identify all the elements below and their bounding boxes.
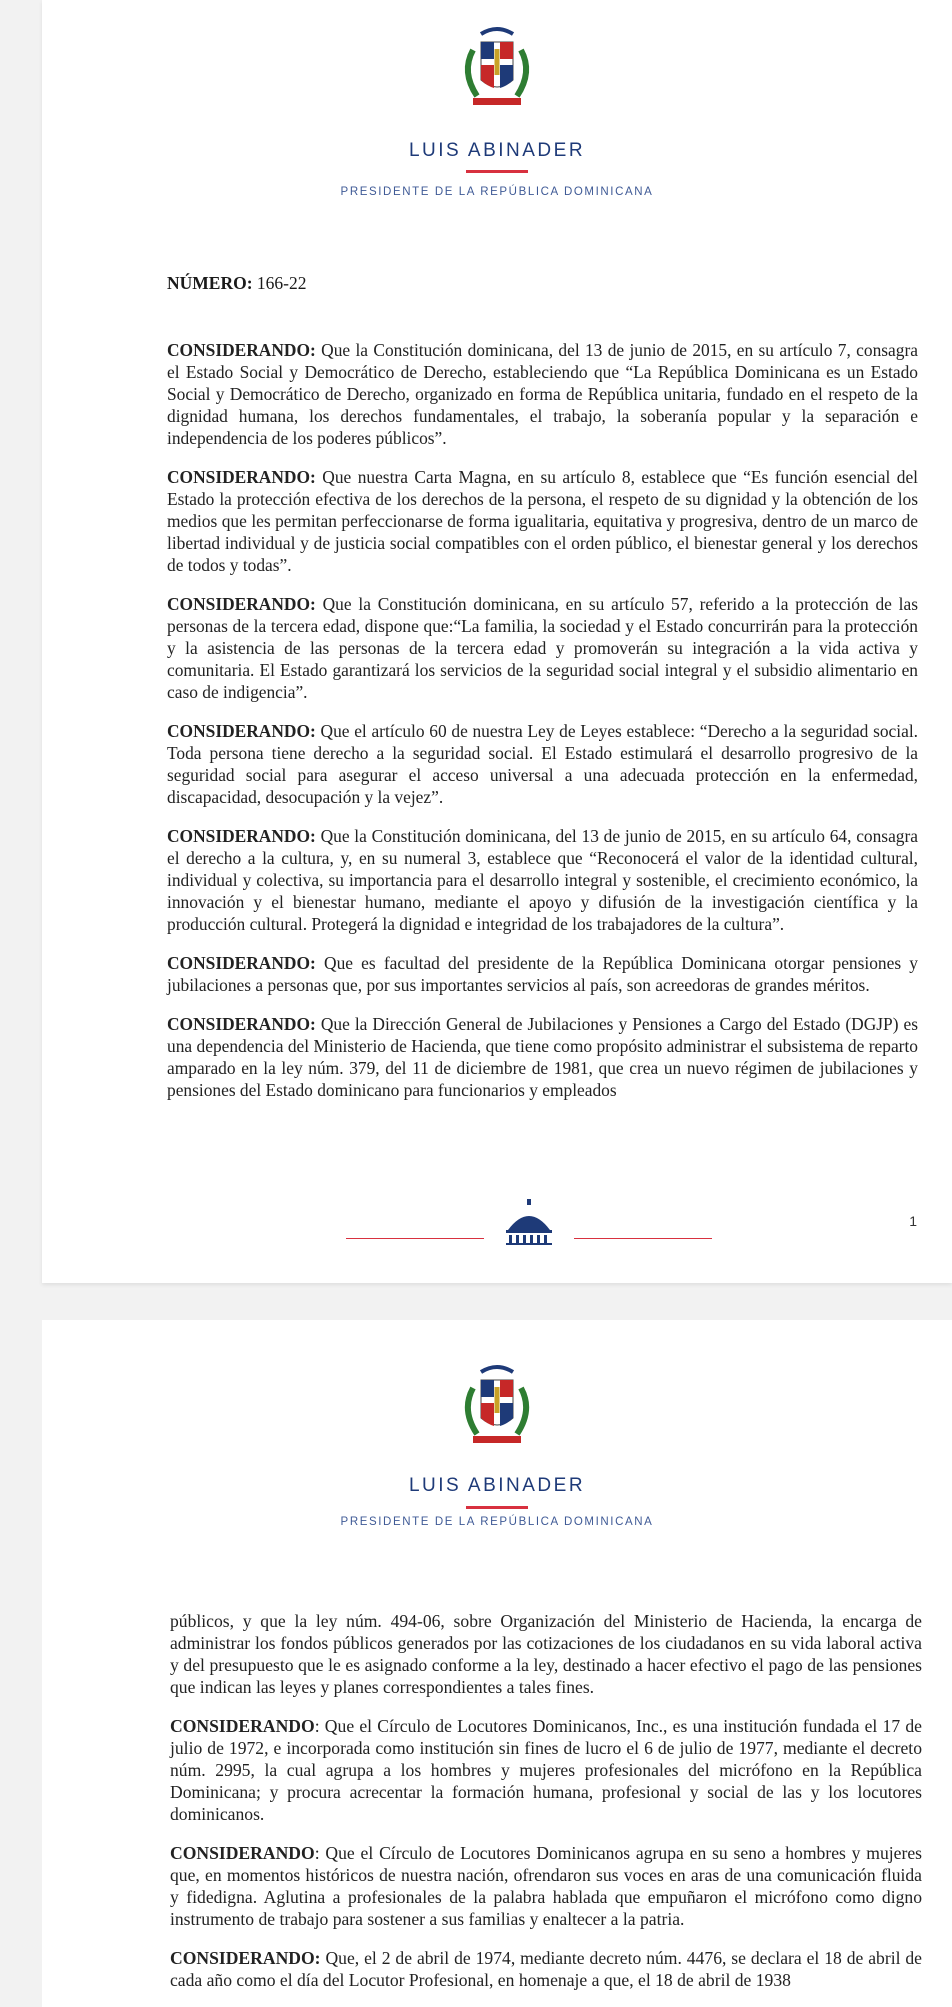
header-divider	[466, 1506, 528, 1509]
considerando-paragraph	[170, 1947, 922, 1991]
paragraph-text: públicos, y que la ley núm. 494-06, sobre Organización del Ministerio de Hacienda, la encarga de administrar los fondos públicos generados por las cotizaciones de los ciudadanos en su vida laboral activa y del presupuesto que le es asignado conforme a la ley, destinado a hacer efectivo el pago de las pensiones que indican las leyes y planes correspondientes a tales fines.	[170, 1611, 922, 1697]
header-divider	[466, 170, 528, 173]
considerando-paragraph	[167, 825, 918, 935]
decree-number-value: 166-22	[256, 273, 307, 293]
paragraph-lead: CONSIDERANDO:	[167, 826, 316, 846]
considerando-paragraph	[167, 1013, 918, 1101]
paragraph-lead: CONSIDERANDO:	[170, 1948, 321, 1968]
palace-dome-icon	[502, 1198, 556, 1246]
paragraph-lead: CONSIDERANDO:	[167, 594, 316, 614]
paragraph-text: Que la Constitución dominicana, del 13 de junio de 2015, en su artículo 7, consagra el Estado Social y Democrático de Derecho, estableciendo que “La República Dominicana es un Estado Social y Democrático de Derecho, organizado en forma de República unitaria, fundado en el respeto de la dignidad humana, los derechos fundamentales, el trabajo, la soberanía popular y la separación e independencia de los poderes públicos”.	[167, 340, 918, 448]
page-2-body	[170, 1610, 922, 2007]
paragraph-text: Que la Constitución dominicana, del 13 de junio de 2015, en su artículo 64, consagra el derecho a la cultura, y, en su numeral 3, establece que “Reconocerá el valor de la identidad cultural, individual y colectiva, su importancia para el desarrollo integral y sostenible, el crecimiento económico, la innovación y el bienestar humano, mediante el apoyo y difusión de la investigación científica y la producción cultural. Protegerá la dignidad e integridad de los trabajadores de la cultura”.	[167, 826, 918, 934]
decree-number	[167, 273, 307, 294]
paragraph-lead: CONSIDERANDO:	[167, 340, 316, 360]
considerando-paragraph	[167, 339, 918, 449]
coat-of-arms-icon	[451, 22, 543, 110]
paragraph-text: Que nuestra Carta Magna, en su artículo 8, establece que “Es función esencial del Estado la protección efectiva de los derechos de la persona, el respeto de su dignidad y la obtención de los medios que les permitan perfeccionarse de forma igualitaria, equitativa y progresiva, dentro de un marco de libertad individual y de justicia social compatibles con el orden público, el bienestar general y los derechos de todos y todas”.	[167, 467, 918, 575]
paragraph-lead: CONSIDERANDO	[170, 1843, 315, 1863]
president-title: PRESIDENTE DE LA REPÚBLICA DOMINICANA	[340, 186, 654, 198]
paragraph-text: Que la Dirección General de Jubilaciones y Pensiones a Cargo del Estado (DGJP) es una dependencia del Ministerio de Hacienda, que tiene como propósito administrar el subsistema de reparto amparado en la ley núm. 379, del 11 de diciembre de 1981, que crea un nuevo régimen de jubilaciones y pensiones del Estado dominicano para funcionarios y empleados	[167, 1014, 918, 1100]
paragraph-text: Que el artículo 60 de nuestra Ley de Leyes establece: “Derecho a la seguridad social. Toda persona tiene derecho a la seguridad social. El Estado estimulará el desarrollo progresivo de la seguridad social para asegurar el acceso universal a una adecuada protección en la enfermedad, discapacidad, desocupación y la vejez”.	[167, 721, 918, 807]
coat-of-arms-icon	[451, 1360, 543, 1448]
paragraph-text: Que la Constitución dominicana, en su artículo 57, referido a la protección de las personas de la tercera edad, dispone que:“La familia, la sociedad y el Estado concurrirán para la protección y la asistencia de las personas de la tercera edad y promoverán su integración a la vida activa y comunitaria. El Estado garantizará los servicios de la seguridad social integral y el subsidio alimentario en caso de indigencia”.	[167, 594, 918, 702]
considerando-paragraph	[167, 593, 918, 703]
president-name: LUIS ABINADER	[408, 1475, 586, 1496]
continuation-paragraph	[170, 1610, 922, 1698]
paragraph-lead: CONSIDERANDO:	[167, 1014, 316, 1034]
page-footer	[42, 1198, 952, 1248]
document-page-1	[42, 0, 952, 1283]
paragraph-text: Que es facultad del presidente de la República Dominicana otorgar pensiones y jubilaciones a personas que, por sus importantes servicios al país, son acreedoras de grandes méritos.	[167, 953, 918, 995]
page-number: 1	[909, 1213, 917, 1229]
document-page-2	[42, 1320, 952, 2007]
considerando-paragraph	[167, 466, 918, 576]
paragraph-lead: CONSIDERANDO:	[167, 721, 316, 741]
considerando-paragraph	[167, 952, 918, 996]
paragraph-lead: CONSIDERANDO:	[167, 467, 316, 487]
president-name: LUIS ABINADER	[408, 140, 586, 161]
decree-number-label: NÚMERO:	[167, 273, 253, 293]
president-title: PRESIDENTE DE LA REPÚBLICA DOMINICANA	[340, 1516, 654, 1528]
paragraph-text: : Que el Círculo de Locutores Dominicanos, Inc., es una institución fundada el 17 de julio de 1972, e incorporada como institución sin fines de lucro el 6 de julio de 1977, mediante el decreto núm. 2995, la cual agrupa a los hombres y mujeres profesionales del micrófono en la República Dominicana; y procura acrecentar la formación humana, profesional y social de las y los locutores dominicanos.	[170, 1716, 922, 1824]
considerando-paragraph	[170, 1842, 922, 1930]
paragraph-lead: CONSIDERANDO:	[167, 953, 316, 973]
footer-divider-left	[346, 1238, 484, 1239]
footer-divider-right	[574, 1238, 712, 1239]
considerando-paragraph	[170, 1715, 922, 1825]
paragraph-lead: CONSIDERANDO	[170, 1716, 315, 1736]
considerando-paragraph	[167, 720, 918, 808]
paragraph-text: Que, el 2 de abril de 1974, mediante decreto núm. 4476, se declara el 18 de abril de cada año como el día del Locutor Profesional, en homenaje a que, el 18 de abril de 1938	[170, 1948, 922, 1990]
paragraph-text: : Que el Círculo de Locutores Dominicanos agrupa en su seno a hombres y mujeres que, en momentos históricos de nuestra nación, ofrendaron sus voces en aras de una comunicación fluida y fidedigna. Aglutina a profesionales de la palabra hablada que empuñaron el micrófono como digno instrumento de trabajo para sostener a sus familias y enaltecer a la patria.	[170, 1843, 922, 1929]
page-1-body	[167, 339, 918, 1118]
